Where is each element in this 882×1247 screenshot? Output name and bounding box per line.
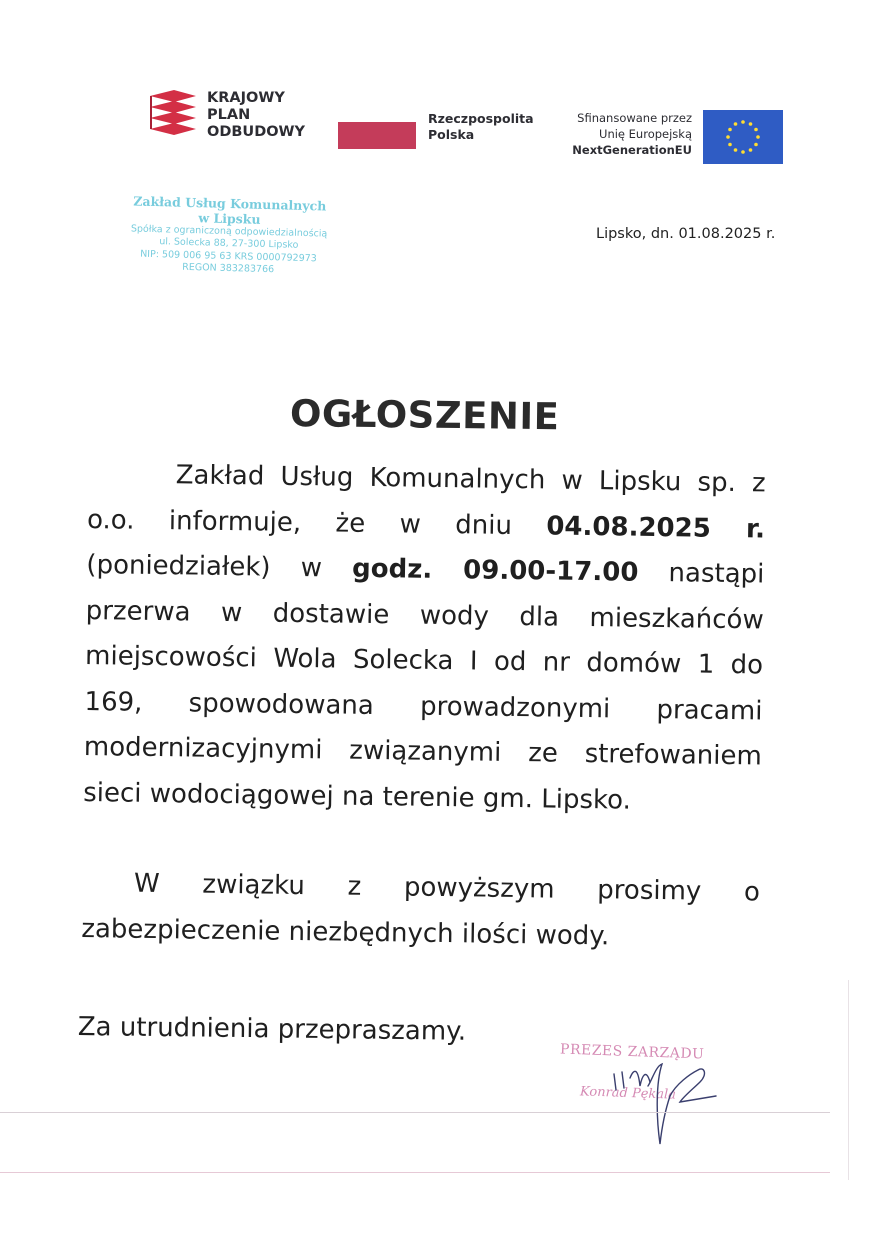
rp-logo-text bbox=[428, 111, 534, 143]
p1-text-b: (poniedziałek) w bbox=[86, 549, 353, 584]
scan-line-top bbox=[0, 1112, 830, 1113]
poland-flag-icon bbox=[338, 122, 416, 149]
kpo-line-3: ODBUDOWY bbox=[207, 124, 306, 140]
eu-line-3: NextGenerationEU bbox=[572, 143, 692, 157]
p2-text: W związku z powyższym prosimy o zabezpieczenie niezbędnych ilości wody. bbox=[81, 868, 761, 951]
rp-line-1: Rzeczpospolita bbox=[428, 111, 534, 126]
stamp-title-line-2: w Lipsku bbox=[198, 210, 261, 227]
scan-line-bottom bbox=[0, 1172, 830, 1173]
stamp-line-3: NIP: 509 006 95 63 KRS 0000792973 bbox=[139, 248, 317, 265]
p1-text-a: Zakład Usług Komunalnych w Lipsku sp. z o.o. informuje, że w dniu bbox=[86, 460, 766, 541]
document-date: Lipsko, dn. 01.08.2025 r. bbox=[596, 226, 776, 242]
eu-line-1: Sfinansowane przez bbox=[577, 111, 692, 125]
kpo-line-1: KRAJOWY bbox=[207, 90, 285, 106]
eu-flag-icon bbox=[703, 110, 783, 164]
kpo-logo-icon bbox=[148, 88, 198, 138]
page-title: OGŁOSZENIE bbox=[289, 392, 560, 439]
rp-line-2: Polska bbox=[428, 127, 475, 142]
announcement-body bbox=[81, 452, 766, 961]
scan-line-right bbox=[848, 980, 849, 1180]
p1-date: 04.08.2025 r. bbox=[546, 510, 766, 544]
kpo-line-2: PLAN bbox=[207, 107, 251, 123]
p1-hours: godz. 09.00-17.00 bbox=[351, 553, 639, 588]
stamp-line-2: ul. Solecka 88, 27-300 Lipsko bbox=[159, 236, 299, 252]
stamp-line-1: Spółka z ograniczoną odpowiedzialnością bbox=[130, 223, 328, 240]
stamp-line-4: REGON 383283766 bbox=[182, 262, 275, 276]
p1-text-c: nastąpi przerwa w dostawie wody dla mieszkańców miejscowości Wola Solecka I od nr domów 1 do 169, spowodowana prowadzonymi pracami modernizacyjnymi związanymi ze strefowaniem sieci wodociągowej na terenie gm. Lipsko. bbox=[83, 557, 765, 816]
paragraph-2 bbox=[81, 861, 760, 961]
signature-name-stamp: Konrad Pękala bbox=[579, 1084, 677, 1103]
kpo-logo-text bbox=[207, 90, 305, 141]
eu-logo-text bbox=[540, 110, 692, 158]
stamp-title-line-1: Zakład Usług Komunalnych bbox=[133, 193, 327, 214]
eu-line-2: Unię Europejską bbox=[599, 127, 692, 141]
paragraph-1 bbox=[83, 452, 766, 825]
handwritten-signature-icon bbox=[600, 1056, 730, 1151]
company-stamp bbox=[119, 193, 339, 278]
signature-role-stamp: PREZES ZARZĄDU bbox=[559, 1041, 705, 1063]
apology-text: Za utrudnienia przepraszamy. bbox=[77, 1012, 467, 1047]
